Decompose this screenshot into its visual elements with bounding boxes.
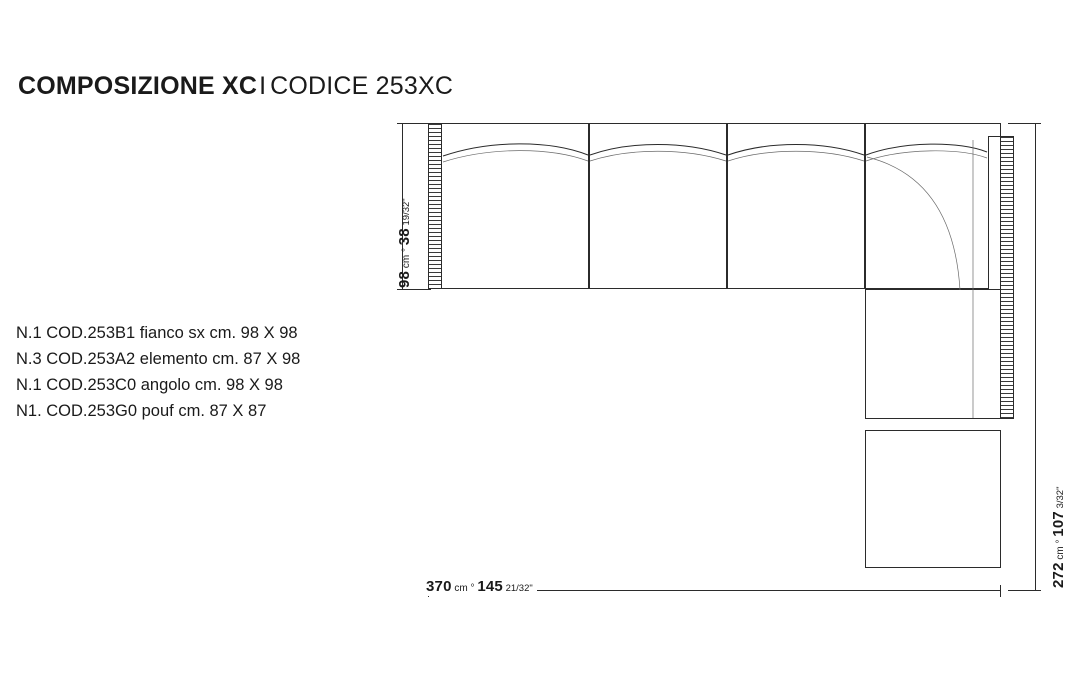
length-dimension-tick-bottom [1008, 590, 1041, 591]
sofa-technical-drawing [380, 100, 1067, 610]
list-item: N.3 COD.253A2 elemento cm. 87 X 98 [16, 350, 301, 368]
length-dimension-tick-top [1008, 123, 1041, 124]
sofa-cushion-seams [380, 100, 1060, 610]
length-dimension-line [1035, 123, 1036, 591]
list-item: N.1 COD.253C0 angolo cm. 98 X 98 [16, 376, 283, 394]
length-dimension-label: 272 cm ° 107 3/32" [1050, 486, 1067, 588]
width-dimension-label: 370 cm ° 145 21/32" [422, 578, 537, 596]
composition-spec-list [16, 320, 436, 424]
title-main: COMPOSIZIONE XC [18, 72, 258, 100]
page-title [18, 72, 453, 101]
depth-dimension-tick-top [397, 123, 431, 124]
list-item: N.1 COD.253B1 fianco sx cm. 98 X 98 [16, 324, 298, 342]
title-code: CODICE 253XC [270, 72, 454, 100]
depth-dimension-tick-bottom [397, 289, 431, 290]
list-item: N1. COD.253G0 pouf cm. 87 X 87 [16, 402, 267, 420]
title-separator: I [259, 72, 267, 100]
width-dimension-tick-right [1000, 585, 1001, 597]
depth-dimension-label: 98 cm ° 38 19/32" [396, 198, 413, 288]
